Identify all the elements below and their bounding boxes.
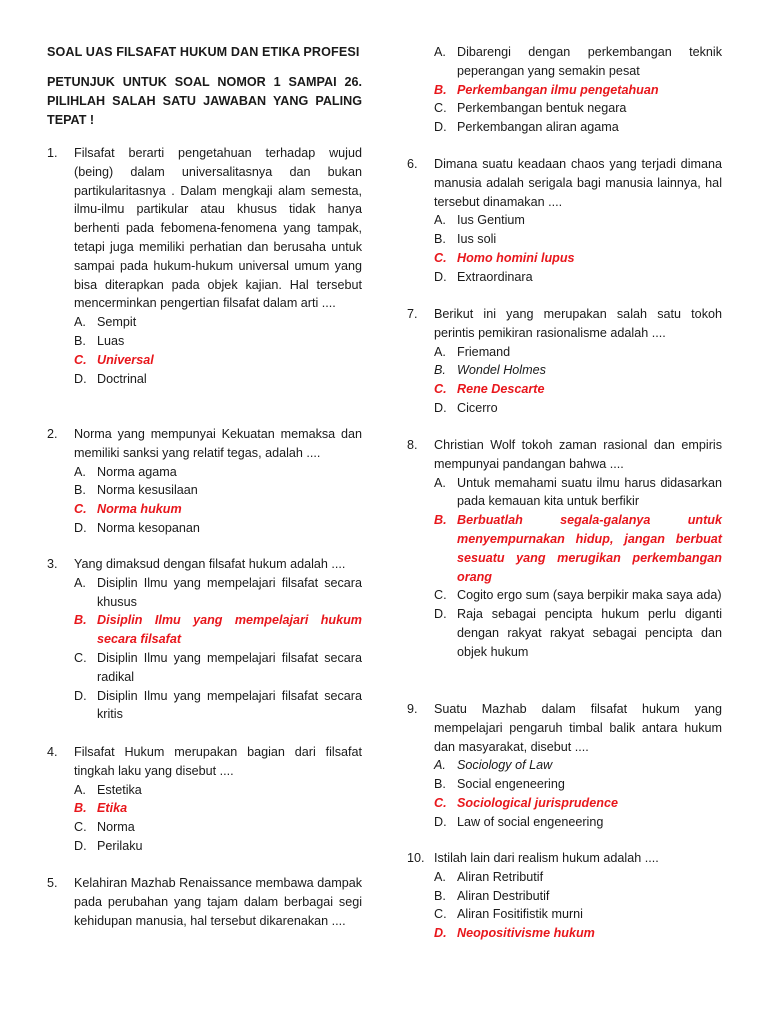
option-text: Estetika bbox=[97, 782, 142, 797]
answer-option bbox=[434, 43, 722, 81]
option-text: Untuk memahami suatu ilmu harus didasarkan pada kemauan kita untuk berfikir bbox=[457, 475, 722, 509]
option-text: Raja sebagai pencipta hukum perlu diganti dengan rakyat rakyat sebagai pencipta dan objek hukum bbox=[457, 607, 722, 659]
answer-option bbox=[434, 399, 722, 418]
answer-options bbox=[407, 868, 722, 943]
option-letter: D. bbox=[434, 120, 447, 135]
option-text: Homo homini lupus bbox=[457, 250, 575, 265]
option-letter: D. bbox=[434, 607, 447, 622]
question-text: Suatu Mazhab dalam filsafat hukum yang mempelajari pengaruh timbal balik antara hukum dan masyarakat, disebut .... bbox=[434, 702, 722, 754]
option-text: Disiplin Ilmu yang mempelajari filsafat secara kritis bbox=[97, 688, 362, 722]
answer-options bbox=[47, 781, 362, 856]
answer-options bbox=[407, 756, 722, 831]
option-text: Norma kesopanan bbox=[97, 520, 200, 535]
document-title: SOAL UAS FILSAFAT HUKUM DAN ETIKA PROFESI bbox=[47, 45, 360, 59]
option-letter: A. bbox=[434, 344, 446, 359]
question-text: Filsafat Hukum merupakan bagian dari filsafat tingkah laku yang disebut .... bbox=[74, 745, 362, 778]
question-number: 2. bbox=[47, 427, 58, 441]
answer-option-correct bbox=[434, 924, 722, 943]
option-text: Norma agama bbox=[97, 464, 177, 479]
option-text: Aliran Retributif bbox=[457, 869, 544, 884]
option-letter: B. bbox=[434, 363, 446, 378]
question-5 bbox=[47, 874, 362, 930]
question-6 bbox=[407, 155, 722, 287]
option-letter: A. bbox=[434, 475, 446, 490]
answer-option bbox=[434, 474, 722, 512]
answer-option bbox=[434, 268, 722, 287]
option-text: Ius Gentium bbox=[457, 213, 525, 228]
option-text: Extraordinara bbox=[457, 269, 533, 284]
option-text: Friemand bbox=[457, 344, 511, 359]
question-number: 8. bbox=[407, 438, 418, 452]
option-letter: B. bbox=[434, 513, 447, 528]
option-text: Dibarengi dengan perkembangan teknik peperangan yang semakin pesat bbox=[457, 45, 722, 78]
answer-option bbox=[74, 687, 362, 725]
option-text: Perilaku bbox=[97, 838, 143, 853]
answer-option bbox=[434, 868, 722, 887]
option-letter: B. bbox=[74, 801, 87, 816]
answer-option bbox=[74, 463, 362, 482]
option-letter: B. bbox=[434, 232, 446, 247]
answer-options bbox=[407, 474, 722, 662]
answer-option bbox=[74, 332, 362, 351]
answer-option bbox=[74, 370, 362, 389]
option-text: Perkembangan aliran agama bbox=[457, 120, 619, 135]
question-number: 9. bbox=[407, 702, 418, 716]
question-10 bbox=[407, 849, 722, 943]
option-text: Cicerro bbox=[457, 400, 498, 415]
option-text: Neopositivisme hukum bbox=[457, 926, 595, 941]
answer-option-correct bbox=[74, 500, 362, 519]
answer-option bbox=[434, 605, 722, 661]
option-letter: C. bbox=[74, 352, 87, 367]
option-text: Sempit bbox=[97, 315, 137, 330]
answer-option bbox=[434, 813, 722, 832]
option-letter: C. bbox=[434, 795, 447, 810]
option-letter: B. bbox=[74, 613, 87, 628]
option-text: Berbuatlah segala-galanya untuk menyempurnakan hidup, jangan berbuat sesuatu yang merugikan perkembangan orang bbox=[457, 513, 722, 584]
answer-options bbox=[407, 43, 722, 137]
option-letter: B. bbox=[74, 333, 86, 348]
question-8 bbox=[407, 436, 722, 662]
option-text: Norma bbox=[97, 820, 135, 835]
question-text: Istilah lain dari realism hukum adalah .... bbox=[434, 851, 659, 865]
option-letter: D. bbox=[434, 926, 447, 941]
option-letter: D. bbox=[434, 814, 447, 829]
option-text: Law of social engeneering bbox=[457, 814, 604, 829]
option-text: Disiplin Ilmu yang mempelajari filsafat secara radikal bbox=[97, 650, 362, 684]
question-number: 10. bbox=[407, 851, 425, 865]
option-letter: A. bbox=[434, 45, 446, 59]
option-text: Universal bbox=[97, 352, 154, 367]
answer-options bbox=[407, 343, 722, 418]
question-number: 1. bbox=[47, 146, 58, 160]
question-4 bbox=[47, 743, 362, 856]
option-letter: B. bbox=[434, 888, 446, 903]
option-letter: D. bbox=[74, 838, 87, 853]
option-letter: C. bbox=[434, 101, 447, 116]
answer-option-correct bbox=[74, 351, 362, 370]
question-number: 7. bbox=[407, 307, 418, 321]
option-text: Disiplin Ilmu yang mempelajari filsafat secara khusus bbox=[97, 575, 362, 609]
question-number: 5. bbox=[47, 876, 58, 890]
option-letter: D. bbox=[74, 371, 87, 386]
option-letter: C. bbox=[434, 382, 447, 397]
question-text: Yang dimaksud dengan filsafat hukum adalah .... bbox=[74, 557, 346, 571]
answer-option-correct bbox=[434, 794, 722, 813]
answer-option bbox=[74, 649, 362, 687]
question-3 bbox=[47, 555, 362, 724]
answer-option-correct bbox=[434, 249, 722, 268]
question-text: Kelahiran Mazhab Renaissance membawa dampak pada perubahan yang tajam dalam berbagai segi kehidupan manusia, hal tersebut dikarenakan .... bbox=[74, 876, 362, 928]
option-letter: C. bbox=[434, 250, 447, 265]
answer-option bbox=[74, 519, 362, 538]
answer-option-correct bbox=[434, 81, 722, 100]
option-letter: A. bbox=[434, 869, 446, 884]
option-text: Ius soli bbox=[457, 232, 497, 247]
answer-option-correct bbox=[434, 380, 722, 399]
answer-option bbox=[434, 211, 722, 230]
option-letter: A. bbox=[74, 315, 86, 330]
option-letter: C. bbox=[74, 820, 87, 835]
option-letter: A. bbox=[74, 782, 86, 797]
option-letter: C. bbox=[434, 588, 447, 603]
answer-option bbox=[434, 343, 722, 362]
option-letter: A. bbox=[74, 575, 86, 590]
option-text: Aliran Fositifistik murni bbox=[457, 907, 583, 922]
question-text: Dimana suatu keadaan chaos yang terjadi dimana manusia adalah serigala bagi manusia lainnya, hal tersebut dinamakan .... bbox=[434, 157, 722, 209]
answer-option-correct bbox=[74, 611, 362, 649]
answer-option-correct bbox=[434, 511, 722, 586]
question-number: 3. bbox=[47, 557, 58, 571]
option-letter: D. bbox=[434, 269, 447, 284]
option-letter: C. bbox=[74, 502, 87, 517]
answer-options bbox=[47, 574, 362, 724]
option-text: Sociology of Law bbox=[457, 758, 553, 773]
option-letter: A. bbox=[434, 213, 446, 228]
question-text: Filsafat berarti pengetahuan terhadap wujud (being) dalam universalitasnya dan bukan partikularitasnya . Dalam mengkaji alam semesta, ilmu-ilmu partikular atau khusus tidak hanya berhenti pada febomena-fenomena yang tampak, tetapi juga memiliki perhatian dan berusaha untuk sampai pada hukum-hukum universal umum yang bisa diterapkan pada objek kajian. Hal tersebut mencerminkan pengertian filsafat dalam arti .... bbox=[74, 146, 362, 311]
option-letter: D. bbox=[434, 400, 447, 415]
option-text: Disiplin Ilmu yang mempelajari hukum secara filsafat bbox=[97, 613, 362, 647]
answer-option bbox=[434, 99, 722, 118]
answer-option bbox=[434, 361, 722, 380]
option-letter: C. bbox=[74, 650, 87, 665]
option-text: Sociological jurisprudence bbox=[457, 795, 618, 810]
option-text: Cogito ergo sum (saya berpikir maka saya ada) bbox=[457, 588, 722, 603]
answer-option bbox=[434, 756, 722, 775]
answer-option bbox=[74, 313, 362, 332]
question-number: 6. bbox=[407, 157, 418, 171]
answer-option bbox=[74, 574, 362, 612]
answer-option bbox=[434, 775, 722, 794]
option-letter: B. bbox=[434, 82, 447, 97]
option-letter: D. bbox=[74, 688, 87, 703]
option-letter: A. bbox=[74, 464, 86, 479]
question-2 bbox=[47, 425, 362, 538]
answer-option bbox=[434, 230, 722, 249]
question-number: 4. bbox=[47, 745, 58, 759]
option-text: Etika bbox=[97, 801, 128, 816]
answer-option bbox=[434, 118, 722, 137]
option-text: Perkembangan bentuk negara bbox=[457, 101, 627, 116]
option-letter: A. bbox=[434, 758, 446, 773]
option-letter: D. bbox=[74, 520, 87, 535]
option-text: Aliran Destributif bbox=[457, 888, 550, 903]
answer-options bbox=[47, 313, 362, 388]
option-letter: B. bbox=[434, 777, 446, 792]
option-text: Social engeneering bbox=[457, 777, 565, 792]
question-text: Christian Wolf tokoh zaman rasional dan empiris mempunyai pandangan bahwa .... bbox=[434, 438, 722, 471]
option-text: Doctrinal bbox=[97, 371, 147, 386]
answer-option bbox=[434, 905, 722, 924]
question-1 bbox=[47, 144, 362, 388]
question-7 bbox=[407, 305, 722, 418]
answer-option bbox=[74, 481, 362, 500]
answer-option bbox=[74, 781, 362, 800]
option-text: Norma kesusilaan bbox=[97, 483, 198, 498]
question-text: Norma yang mempunyai Kekuatan memaksa dan memiliki sanksi yang relatif tegas, adalah .... bbox=[74, 427, 362, 460]
option-text: Wondel Holmes bbox=[457, 363, 546, 378]
option-letter: C. bbox=[434, 907, 447, 922]
option-text: Rene Descarte bbox=[457, 382, 545, 397]
answer-option bbox=[434, 586, 722, 605]
answer-option bbox=[74, 818, 362, 837]
instruction-text: PETUNJUK UNTUK SOAL NOMOR 1 SAMPAI 26. PILIHLAH SALAH SATU JAWABAN YANG PALING TEPAT ! bbox=[47, 75, 362, 127]
question-9 bbox=[407, 700, 722, 832]
option-text: Norma hukum bbox=[97, 502, 182, 517]
question-continued bbox=[407, 43, 722, 137]
answer-options bbox=[47, 463, 362, 538]
question-text: Berikut ini yang merupakan salah satu tokoh perintis pemikiran rasionalisme adalah .... bbox=[434, 307, 722, 340]
option-text: Luas bbox=[97, 333, 125, 348]
answer-option bbox=[74, 837, 362, 856]
option-text: Perkembangan ilmu pengetahuan bbox=[457, 82, 659, 97]
answer-options bbox=[407, 211, 722, 286]
answer-option-correct bbox=[74, 799, 362, 818]
option-letter: B. bbox=[74, 483, 86, 498]
answer-option bbox=[434, 887, 722, 906]
